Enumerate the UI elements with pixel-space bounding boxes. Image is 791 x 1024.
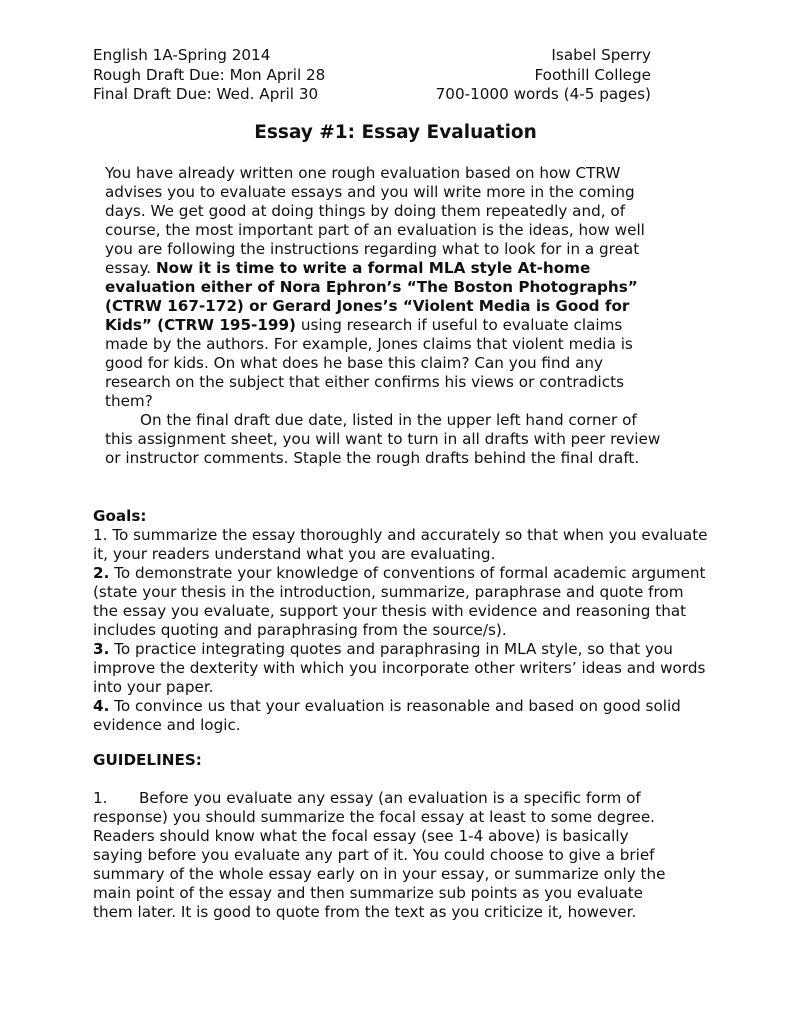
goals-section	[93, 507, 713, 735]
page-title: Essay #1: Essay Evaluation	[254, 122, 537, 143]
guideline-number: 1.	[93, 789, 108, 807]
intro-section	[105, 164, 665, 468]
guideline-item-1	[93, 789, 683, 922]
goal-text: To convince us that your evaluation is reasonable and based on good solid evidence and logic.	[93, 697, 681, 734]
intro-paragraph-2: On the final draft due date, listed in the upper left hand corner of this assignment sheet, you will want to turn in all drafts with peer review or instructor comments. Staple the rough drafts behind the final draft.	[105, 411, 661, 467]
word-count: 700-1000 words (4-5 pages)	[435, 85, 651, 103]
guideline-text: Before you evaluate any essay (an evaluation is a specific form of response) you should summarize the focal essay at least to some degree. Readers should know what the focal essay (see 1-4 above) is basically saying before you evaluate any part of it. You could choose to give a brief summary of the whole essay early on in your essay, or summarize only the main point of the essay and then summarize sub points as you evaluate them later. It is good to quote from the text as you criticize it, however.	[93, 789, 666, 921]
goal-number: 2.	[93, 564, 110, 582]
intro-paragraph-1	[105, 164, 665, 411]
goal-text: To summarize the essay thoroughly and accurately so that when you evaluate it, your readers understand what you are evaluating.	[93, 526, 708, 563]
goal-text: To demonstrate your knowledge of conventions of formal academic argument (state your thesis in the introduction, summarize, paraphrase and quote from the essay you evaluate, support your thesis with evidence and reasoning that includes quoting and paraphrasing from the source/s).	[93, 564, 706, 639]
goal-number: 4.	[93, 697, 110, 715]
goal-number: 1.	[93, 526, 108, 544]
rough-draft-due: Rough Draft Due: Mon April 28	[93, 65, 326, 84]
goal-item	[93, 526, 713, 564]
header-right	[436, 46, 651, 105]
goal-text: To practice integrating quotes and paraphrasing in MLA style, so that you improve the dexterity with which you incorporate other writers’ ideas and words into your paper.	[93, 640, 706, 696]
goals-heading: Goals:	[93, 507, 147, 525]
header-left	[93, 46, 325, 105]
course-line: English 1A-Spring 2014	[93, 46, 271, 64]
guidelines-heading: GUIDELINES:	[93, 751, 202, 769]
intro-text-a: You have already written one rough evaluation based on how CTRW advises you to evaluate essays and you will write more in the coming days. We get good at doing things by doing them repeatedly and, of course, the most important part of an evaluation is the ideas, how well you are following the instructions regarding what to look for in a great essay.	[105, 164, 645, 277]
goal-item	[93, 640, 713, 697]
intro-bold-assignment: Now it is time to write a formal MLA style At-home evaluation either of Nora Ephron’s “The Boston Photographs” (CTRW 167-172) or Gerard Jones’s “Violent Media is Good for Kids” (CTRW 195-199)	[105, 259, 638, 334]
goal-number: 3.	[93, 640, 110, 658]
college-name: Foothill College	[534, 65, 651, 84]
final-draft-due: Final Draft Due: Wed. April 30	[93, 85, 319, 103]
goal-item	[93, 564, 713, 640]
instructor-name: Isabel Sperry	[551, 46, 651, 64]
goal-item	[93, 697, 713, 735]
intro-text-b: using research if useful to evaluate claims made by the authors. For example, Jones claims that violent media is good for kids. On what does he base this claim? Can you find any research on the subject that either confirms his views or contradicts them?	[105, 316, 633, 410]
